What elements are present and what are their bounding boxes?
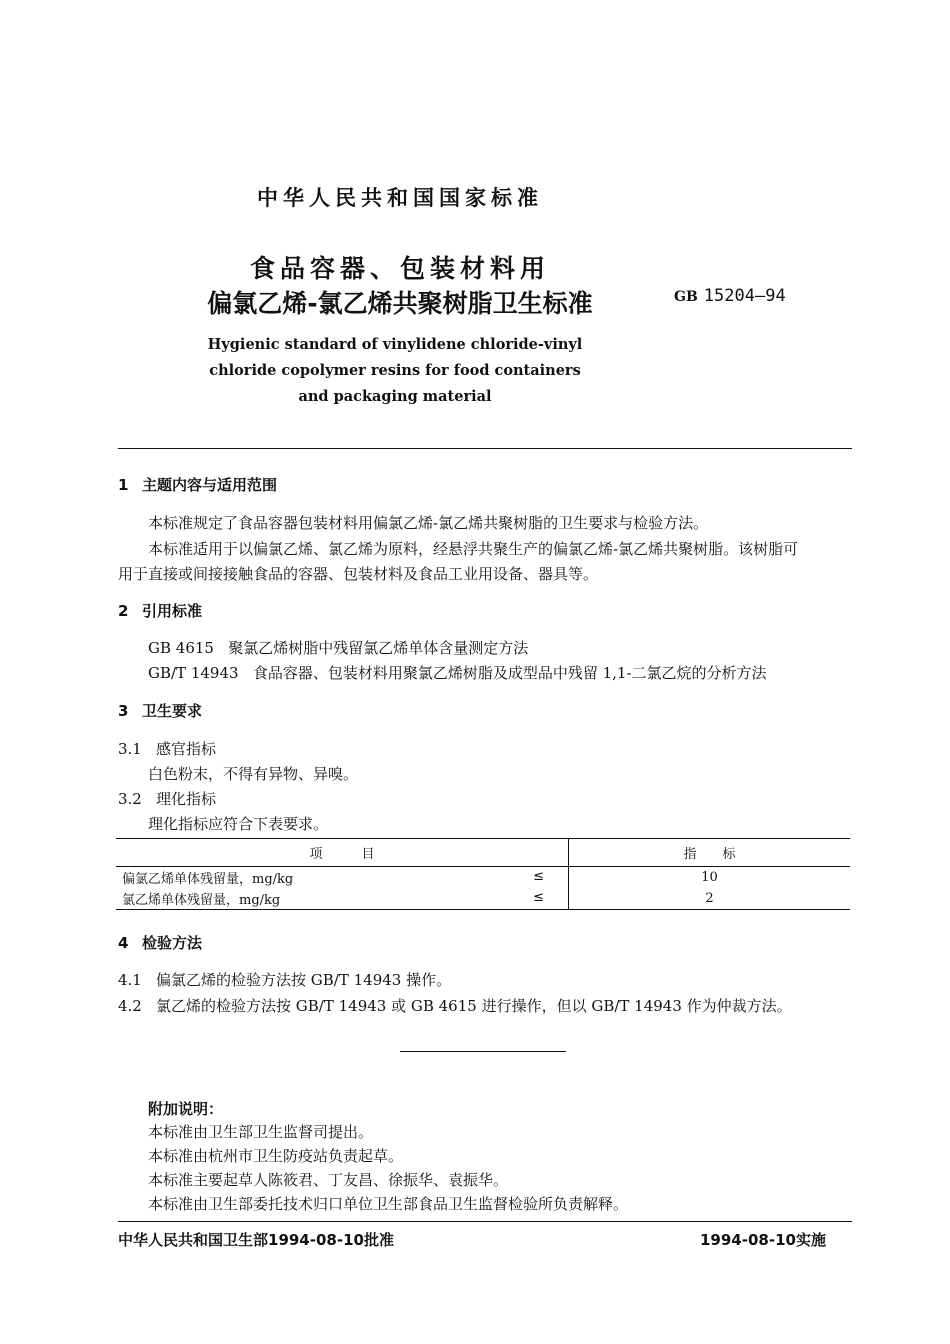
subsection-4-1-number: 4.1 bbox=[118, 971, 142, 989]
end-divider bbox=[400, 1051, 566, 1052]
note-line-3: 本标准主要起草人陈筱君、丁友昌、徐振华、袁振华。 bbox=[148, 1171, 509, 1189]
reference-1: GB 4615 聚氯乙烯树脂中残留氯乙烯单体含量测定方法 bbox=[148, 639, 529, 657]
subsection-3-2 bbox=[118, 788, 216, 809]
subsection-3-1 bbox=[118, 738, 216, 759]
section-4-number: 4 bbox=[118, 934, 129, 952]
standard-number bbox=[674, 286, 786, 306]
row-2-value: 2 bbox=[705, 891, 714, 906]
section-3-title: 卫生要求 bbox=[142, 702, 203, 720]
table-cell-item bbox=[116, 888, 569, 910]
reference-2: GB/T 14943 食品容器、包装材料用聚氯乙烯树脂及成型品中残留 1,1-二氯乙烷的分析方法 bbox=[148, 664, 767, 682]
english-title-line-3: and packaging material bbox=[298, 388, 492, 405]
subsection-3-1-title: 感官指标 bbox=[156, 740, 217, 758]
subsection-3-1-number: 3.1 bbox=[118, 740, 142, 758]
s1-paragraph-1: 本标准规定了食品容器包装材料用偏氯乙烯-氯乙烯共聚树脂的卫生要求与检验方法。 bbox=[148, 514, 709, 532]
table-row bbox=[116, 867, 850, 889]
row-2-item: 氯乙烯单体残留量，mg/kg bbox=[122, 893, 281, 908]
row-1-value: 10 bbox=[701, 870, 718, 885]
sensory-requirement: 白色粉末，不得有异物、异嗅。 bbox=[148, 765, 359, 783]
approval-date: 中华人民共和国卫生部1994-08-10批准 bbox=[118, 1231, 394, 1249]
s1-paragraph-2: 本标准适用于以偏氯乙烯、氯乙烯为原料，经悬浮共聚生产的偏氯乙烯-氯乙烯共聚树脂。该树脂可 bbox=[148, 540, 799, 558]
subsection-3-2-title: 理化指标 bbox=[156, 790, 217, 808]
effective-date: 1994-08-10实施 bbox=[700, 1231, 826, 1249]
english-title-line-2: chloride copolymer resins for food containers bbox=[209, 362, 581, 379]
column-header-index: 指 标 bbox=[683, 847, 736, 862]
s1-paragraph-2-cont: 用于直接或间接接触食品的容器、包装材料及食品工业用设备、器具等。 bbox=[118, 565, 599, 583]
title-line-2: 偏氯乙烯-氯乙烯共聚树脂卫生标准 bbox=[207, 289, 593, 318]
section-2-title: 引用标准 bbox=[142, 602, 203, 620]
subsection-3-2-number: 3.2 bbox=[118, 790, 142, 808]
section-1-heading bbox=[118, 474, 277, 495]
title-line-1: 食品容器、包装材料用 bbox=[249, 254, 550, 283]
subsection-4-2 bbox=[118, 995, 792, 1016]
requirements-table bbox=[116, 838, 850, 910]
section-3-heading bbox=[118, 700, 202, 721]
subsection-4-1 bbox=[118, 969, 451, 990]
row-2-symbol: ≤ bbox=[533, 890, 544, 905]
section-1-title: 主题内容与适用范围 bbox=[142, 476, 278, 494]
section-4-heading bbox=[118, 932, 202, 953]
subsection-4-1-text: 偏氯乙烯的检验方法按 GB/T 14943 操作。 bbox=[156, 971, 452, 989]
note-line-2: 本标准由杭州市卫生防疫站负责起草。 bbox=[148, 1147, 404, 1165]
note-line-4: 本标准由卫生部委托技术归口单位卫生部食品卫生监督检验所负责解释。 bbox=[148, 1195, 629, 1213]
table-cell-item bbox=[116, 867, 569, 889]
subsection-4-2-text: 氯乙烯的检验方法按 GB/T 14943 或 GB 4615 进行操作，但以 GB/T 14943 作为仲裁方法。 bbox=[156, 997, 792, 1015]
standard-prefix: GB bbox=[674, 289, 698, 305]
section-2-number: 2 bbox=[118, 602, 129, 620]
footer-divider bbox=[118, 1221, 852, 1222]
table-header-row bbox=[116, 839, 850, 867]
section-1-number: 1 bbox=[118, 476, 129, 494]
header-divider bbox=[118, 448, 852, 449]
notes-title: 附加说明： bbox=[148, 1100, 224, 1118]
section-3-number: 3 bbox=[118, 702, 129, 720]
row-1-symbol: ≤ bbox=[533, 869, 544, 884]
physchem-requirement: 理化指标应符合下表要求。 bbox=[148, 815, 329, 833]
column-header-item: 项 目 bbox=[116, 839, 569, 867]
standard-code: 15204—94 bbox=[703, 286, 786, 306]
english-title-line-1: Hygienic standard of vinylidene chloride-vinyl bbox=[207, 336, 583, 353]
subsection-4-2-number: 4.2 bbox=[118, 997, 142, 1015]
note-line-1: 本标准由卫生部卫生监督司提出。 bbox=[148, 1123, 374, 1141]
national-standard-heading: 中华人民共和国国家标准 bbox=[257, 186, 543, 210]
section-4-title: 检验方法 bbox=[142, 934, 203, 952]
row-1-item: 偏氯乙烯单体残留量，mg/kg bbox=[122, 872, 294, 887]
table-row bbox=[116, 888, 850, 910]
section-2-heading bbox=[118, 600, 202, 621]
